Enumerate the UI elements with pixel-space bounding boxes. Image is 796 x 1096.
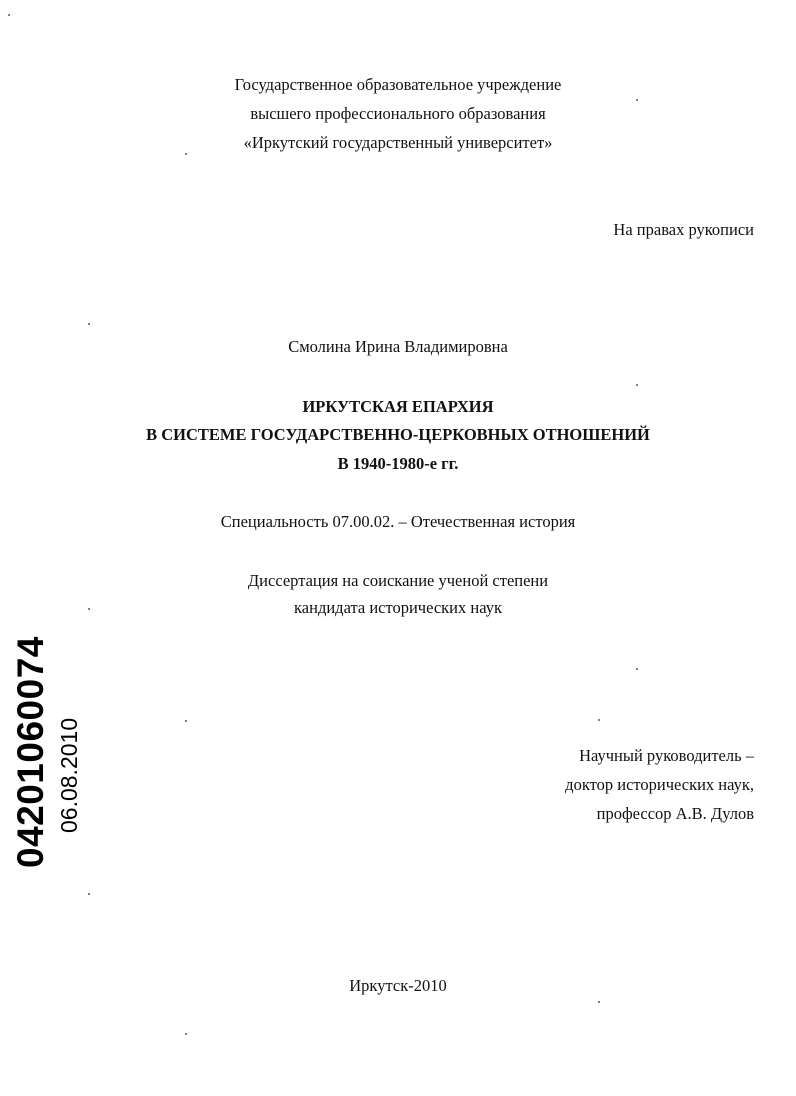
scan-speck <box>88 608 90 610</box>
supervisor-line-2: доктор исторических наук, <box>565 775 754 794</box>
scan-speck <box>185 153 187 155</box>
author-name: Смолина Ирина Владимировна <box>288 337 508 356</box>
scan-speck <box>185 720 187 722</box>
scan-speck <box>598 1001 600 1003</box>
scan-speck <box>88 323 90 325</box>
institution-line-3: «Иркутский государственный университет» <box>243 133 553 152</box>
scan-speck <box>636 668 638 670</box>
scan-speck <box>636 384 638 386</box>
specialty: Специальность 07.00.02. – Отечественная история <box>220 512 576 531</box>
degree-line-1: Диссертация на соискание ученой степени <box>247 571 549 590</box>
degree-line-2: кандидата исторических наук <box>294 598 502 617</box>
stamp-number: 04201060074 <box>10 636 51 868</box>
institution-line-2: высшего профессионального образования <box>250 104 546 123</box>
institution-line-1: Государственное образовательное учреждение <box>234 75 562 94</box>
title-line-3: В 1940-1980-е гг. <box>337 454 459 473</box>
city-year: Иркутск-2010 <box>349 976 447 995</box>
library-stamp <box>10 636 84 868</box>
scan-speck <box>598 719 600 721</box>
scan-speck <box>8 14 10 16</box>
scan-speck <box>88 893 90 895</box>
title-line-1: ИРКУТСКАЯ ЕПАРХИЯ <box>302 397 494 416</box>
supervisor-line-3: профессор А.В. Дулов <box>596 804 754 823</box>
title-line-2: В СИСТЕМЕ ГОСУДАРСТВЕННО-ЦЕРКОВНЫХ ОТНОШЕНИЙ <box>146 425 650 444</box>
scan-speck <box>636 99 638 101</box>
rights-note: На правах рукописи <box>613 220 754 239</box>
supervisor-line-1: Научный руководитель – <box>579 746 754 765</box>
stamp-date: 06.08.2010 <box>56 717 82 833</box>
scan-speck <box>185 1033 187 1035</box>
